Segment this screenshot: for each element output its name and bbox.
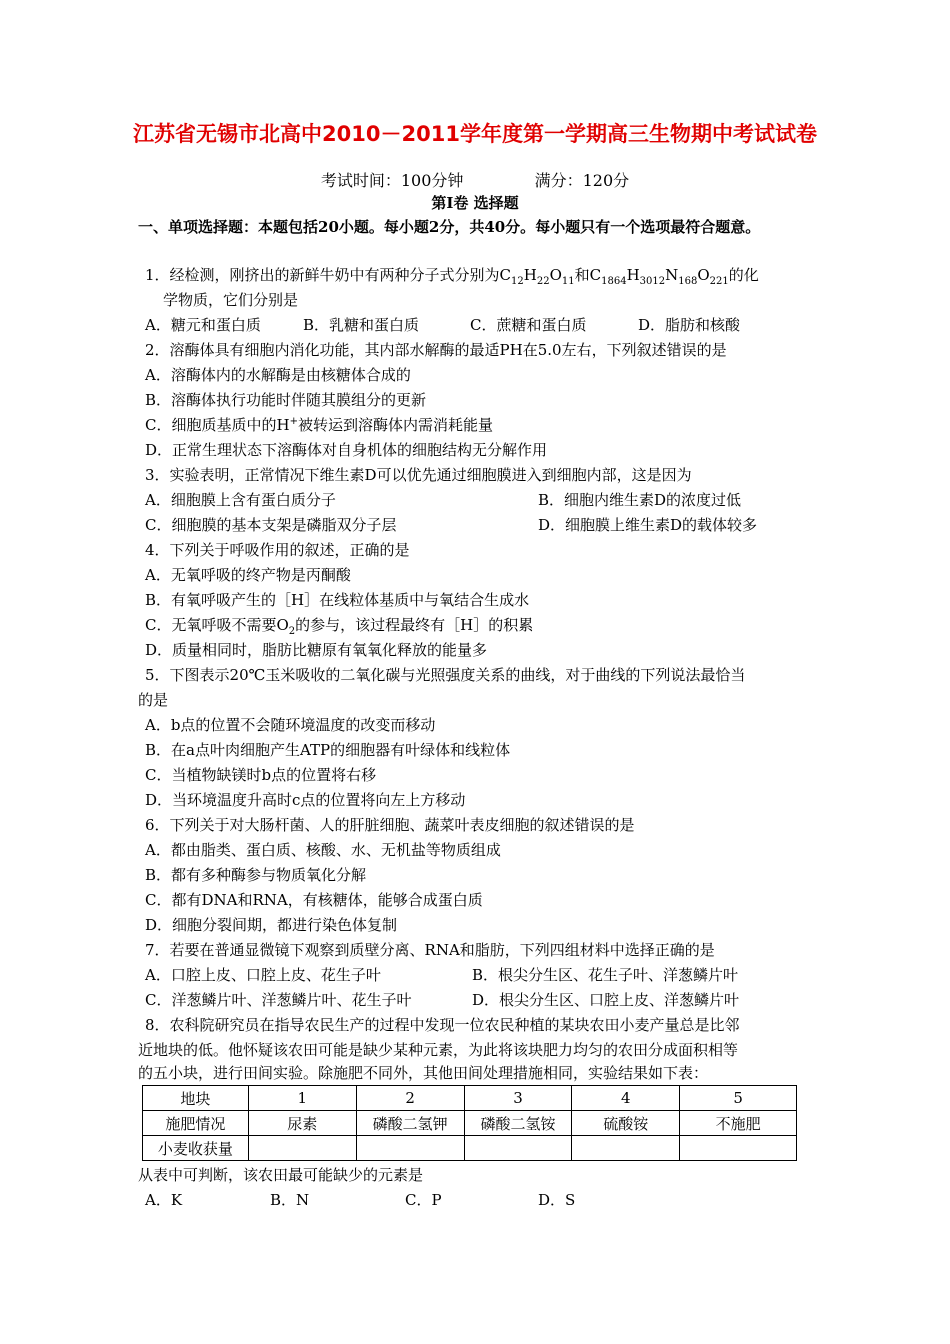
q1-option-c: C．蔗糖和蛋白质: [470, 316, 587, 334]
part-heading: 第Ⅰ卷 选择题: [431, 194, 519, 212]
q6-option-c: C．都有DNA和RNA，有核糖体，能够合成蛋白质: [145, 891, 483, 909]
table-cell: 1: [248, 1086, 356, 1111]
q3-option-c: C．细胞膜的基本支架是磷脂双分子层: [145, 516, 397, 534]
table-cell: 硫酸铵: [572, 1111, 680, 1136]
q1-option-a: A．糖元和蛋白质: [145, 316, 261, 334]
table-cell: 磷酸二氢钾: [356, 1111, 464, 1136]
q8-option-d: D．S: [538, 1191, 576, 1209]
table-cell: [464, 1136, 572, 1161]
q6-option-a: A．都由脂类、蛋白质、核酸、水、无机盐等物质组成: [145, 841, 501, 859]
section-instructions: 一、单项选择题：本题包括20小题。每小题2分，共40分。每小题只有一个选项最符合题意。: [138, 218, 761, 236]
table-cell: [248, 1136, 356, 1161]
table-cell: 4: [572, 1086, 680, 1111]
q6-option-b: B．都有多种酶参与物质氧化分解: [145, 866, 367, 884]
q7-option-b: B．根尖分生区、花生子叶、洋葱鳞片叶: [472, 966, 739, 984]
q8-stem-cont-1: 近地块的低。他怀疑该农田可能是缺少某种元素，为此将该块肥力均匀的农田分成面积相等: [138, 1041, 739, 1059]
table-cell: 不施肥: [680, 1111, 797, 1136]
table-cell: [680, 1136, 797, 1161]
q5-stem: 5．下图表示20℃玉米吸收的二氧化碳与光照强度关系的曲线，对于曲线的下列说法最恰当: [145, 666, 746, 684]
q1-option-b: B．乳糖和蛋白质: [303, 316, 420, 334]
exam-time: 考试时间：100分钟: [320, 171, 464, 190]
q6-option-d: D．细胞分裂间期，都进行染色体复制: [145, 916, 398, 934]
table-row: [143, 1111, 797, 1136]
q3-option-a: A．细胞膜上含有蛋白质分子: [145, 491, 336, 509]
q2-stem: 2．溶酶体具有细胞内消化功能，其内部水解酶的最适PH在5.0左右，下列叙述错误的是: [145, 341, 727, 359]
table-cell: 地块: [143, 1086, 249, 1111]
q5-stem-cont: 的是: [138, 691, 169, 709]
q8-option-a: A．K: [145, 1191, 183, 1209]
q8-option-c: C．P: [405, 1191, 442, 1209]
q3-option-d: D．细胞膜上维生素D的载体较多: [538, 516, 758, 534]
q8-option-b: B．N: [270, 1191, 310, 1209]
table-cell: [572, 1136, 680, 1161]
table-cell: 5: [680, 1086, 797, 1111]
q7-stem: 7．若要在普通显微镜下观察到质壁分离、RNA和脂肪，下列四组材料中选择正确的是: [145, 941, 715, 959]
table-cell: 施肥情况: [143, 1111, 249, 1136]
table-cell: [356, 1136, 464, 1161]
exam-score: 满分：120分: [534, 171, 630, 190]
table-cell: 小麦收获量: [143, 1136, 249, 1161]
q6-stem: 6．下列关于对大肠杆菌、人的肝脏细胞、蔬菜叶表皮细胞的叙述错误的是: [145, 816, 635, 834]
q2-option-b: B．溶酶体执行功能时伴随其膜组分的更新: [145, 391, 427, 409]
q5-option-a: A．b点的位置不会随环境温度的改变而移动: [145, 716, 436, 734]
q8-stem: 8．农科院研究员在指导农民生产的过程中发现一位农民种植的某块农田小麦产量总是比邻: [145, 1016, 740, 1034]
q3-option-b: B．细胞内维生素D的浓度过低: [538, 491, 742, 509]
q3-stem: 3．实验表明，正常情况下维生素D可以优先通过细胞膜进入到细胞内部，这是因为: [145, 466, 692, 484]
q2-option-a: A．溶酶体内的水解酶是由核糖体合成的: [145, 366, 411, 384]
q4-stem: 4．下列关于呼吸作用的叙述，正确的是: [145, 541, 410, 559]
exam-meta: [0, 168, 950, 191]
q4-option-d: D．质量相同时，脂肪比糖原有氧氧化释放的能量多: [145, 641, 488, 659]
q1-stem-cont: 学物质，它们分别是: [163, 291, 299, 309]
q7-option-d: D．根尖分生区、口腔上皮、洋葱鳞片叶: [472, 991, 740, 1009]
q8-stem-cont-2: 的五小块，进行田间实验。除施肥不同外，其他田间处理措施相同，实验结果如下表：: [138, 1064, 709, 1082]
q5-option-b: B．在a点叶肉细胞产生ATP的细胞器有叶绿体和线粒体: [145, 741, 511, 759]
table-cell: 3: [464, 1086, 572, 1111]
q1-stem: 1．经检测，刚挤出的新鲜牛奶中有两种分子式分别为$C_{12}H_{22}O_{11}$和$C_{1864}H_{3012}N_{168}O_{221}$的化: [145, 266, 759, 287]
table-cell: 磷酸二氢铵: [464, 1111, 572, 1136]
q7-option-a: A．口腔上皮、口腔上皮、花生子叶: [145, 966, 381, 984]
q5-option-c: C．当植物缺镁时b点的位置将右移: [145, 766, 377, 784]
q4-option-b: B．有氧呼吸产生的［H］在线粒体基质中与氧结合生成水: [145, 591, 530, 609]
q4-option-a: A．无氧呼吸的终产物是丙酮酸: [145, 566, 351, 584]
exam-title: 江苏省无锡市北高中2010－2011学年度第一学期高三生物期中考试试卷: [133, 122, 817, 146]
q7-option-c: C．洋葱鳞片叶、洋葱鳞片叶、花生子叶: [145, 991, 412, 1009]
table-row: [143, 1136, 797, 1161]
q2-option-c: C．细胞质基质中的H+被转运到溶酶体内需消耗能量: [145, 416, 493, 434]
q5-option-d: D．当环境温度升高时c点的位置将向左上方移动: [145, 791, 466, 809]
q4-option-c: C．无氧呼吸不需要$O_2$的参与，该过程最终有［H］的积累: [145, 616, 534, 637]
fertilizer-table: [142, 1085, 797, 1161]
table-cell: 2: [356, 1086, 464, 1111]
table-cell: 尿素: [248, 1111, 356, 1136]
q8-after-table: 从表中可判断，该农田最可能缺少的元素是: [138, 1166, 424, 1184]
q1-option-d: D．脂肪和核酸: [638, 316, 741, 334]
table-row: [143, 1086, 797, 1111]
q2-option-d: D．正常生理状态下溶酶体对自身机体的细胞结构无分解作用: [145, 441, 548, 459]
